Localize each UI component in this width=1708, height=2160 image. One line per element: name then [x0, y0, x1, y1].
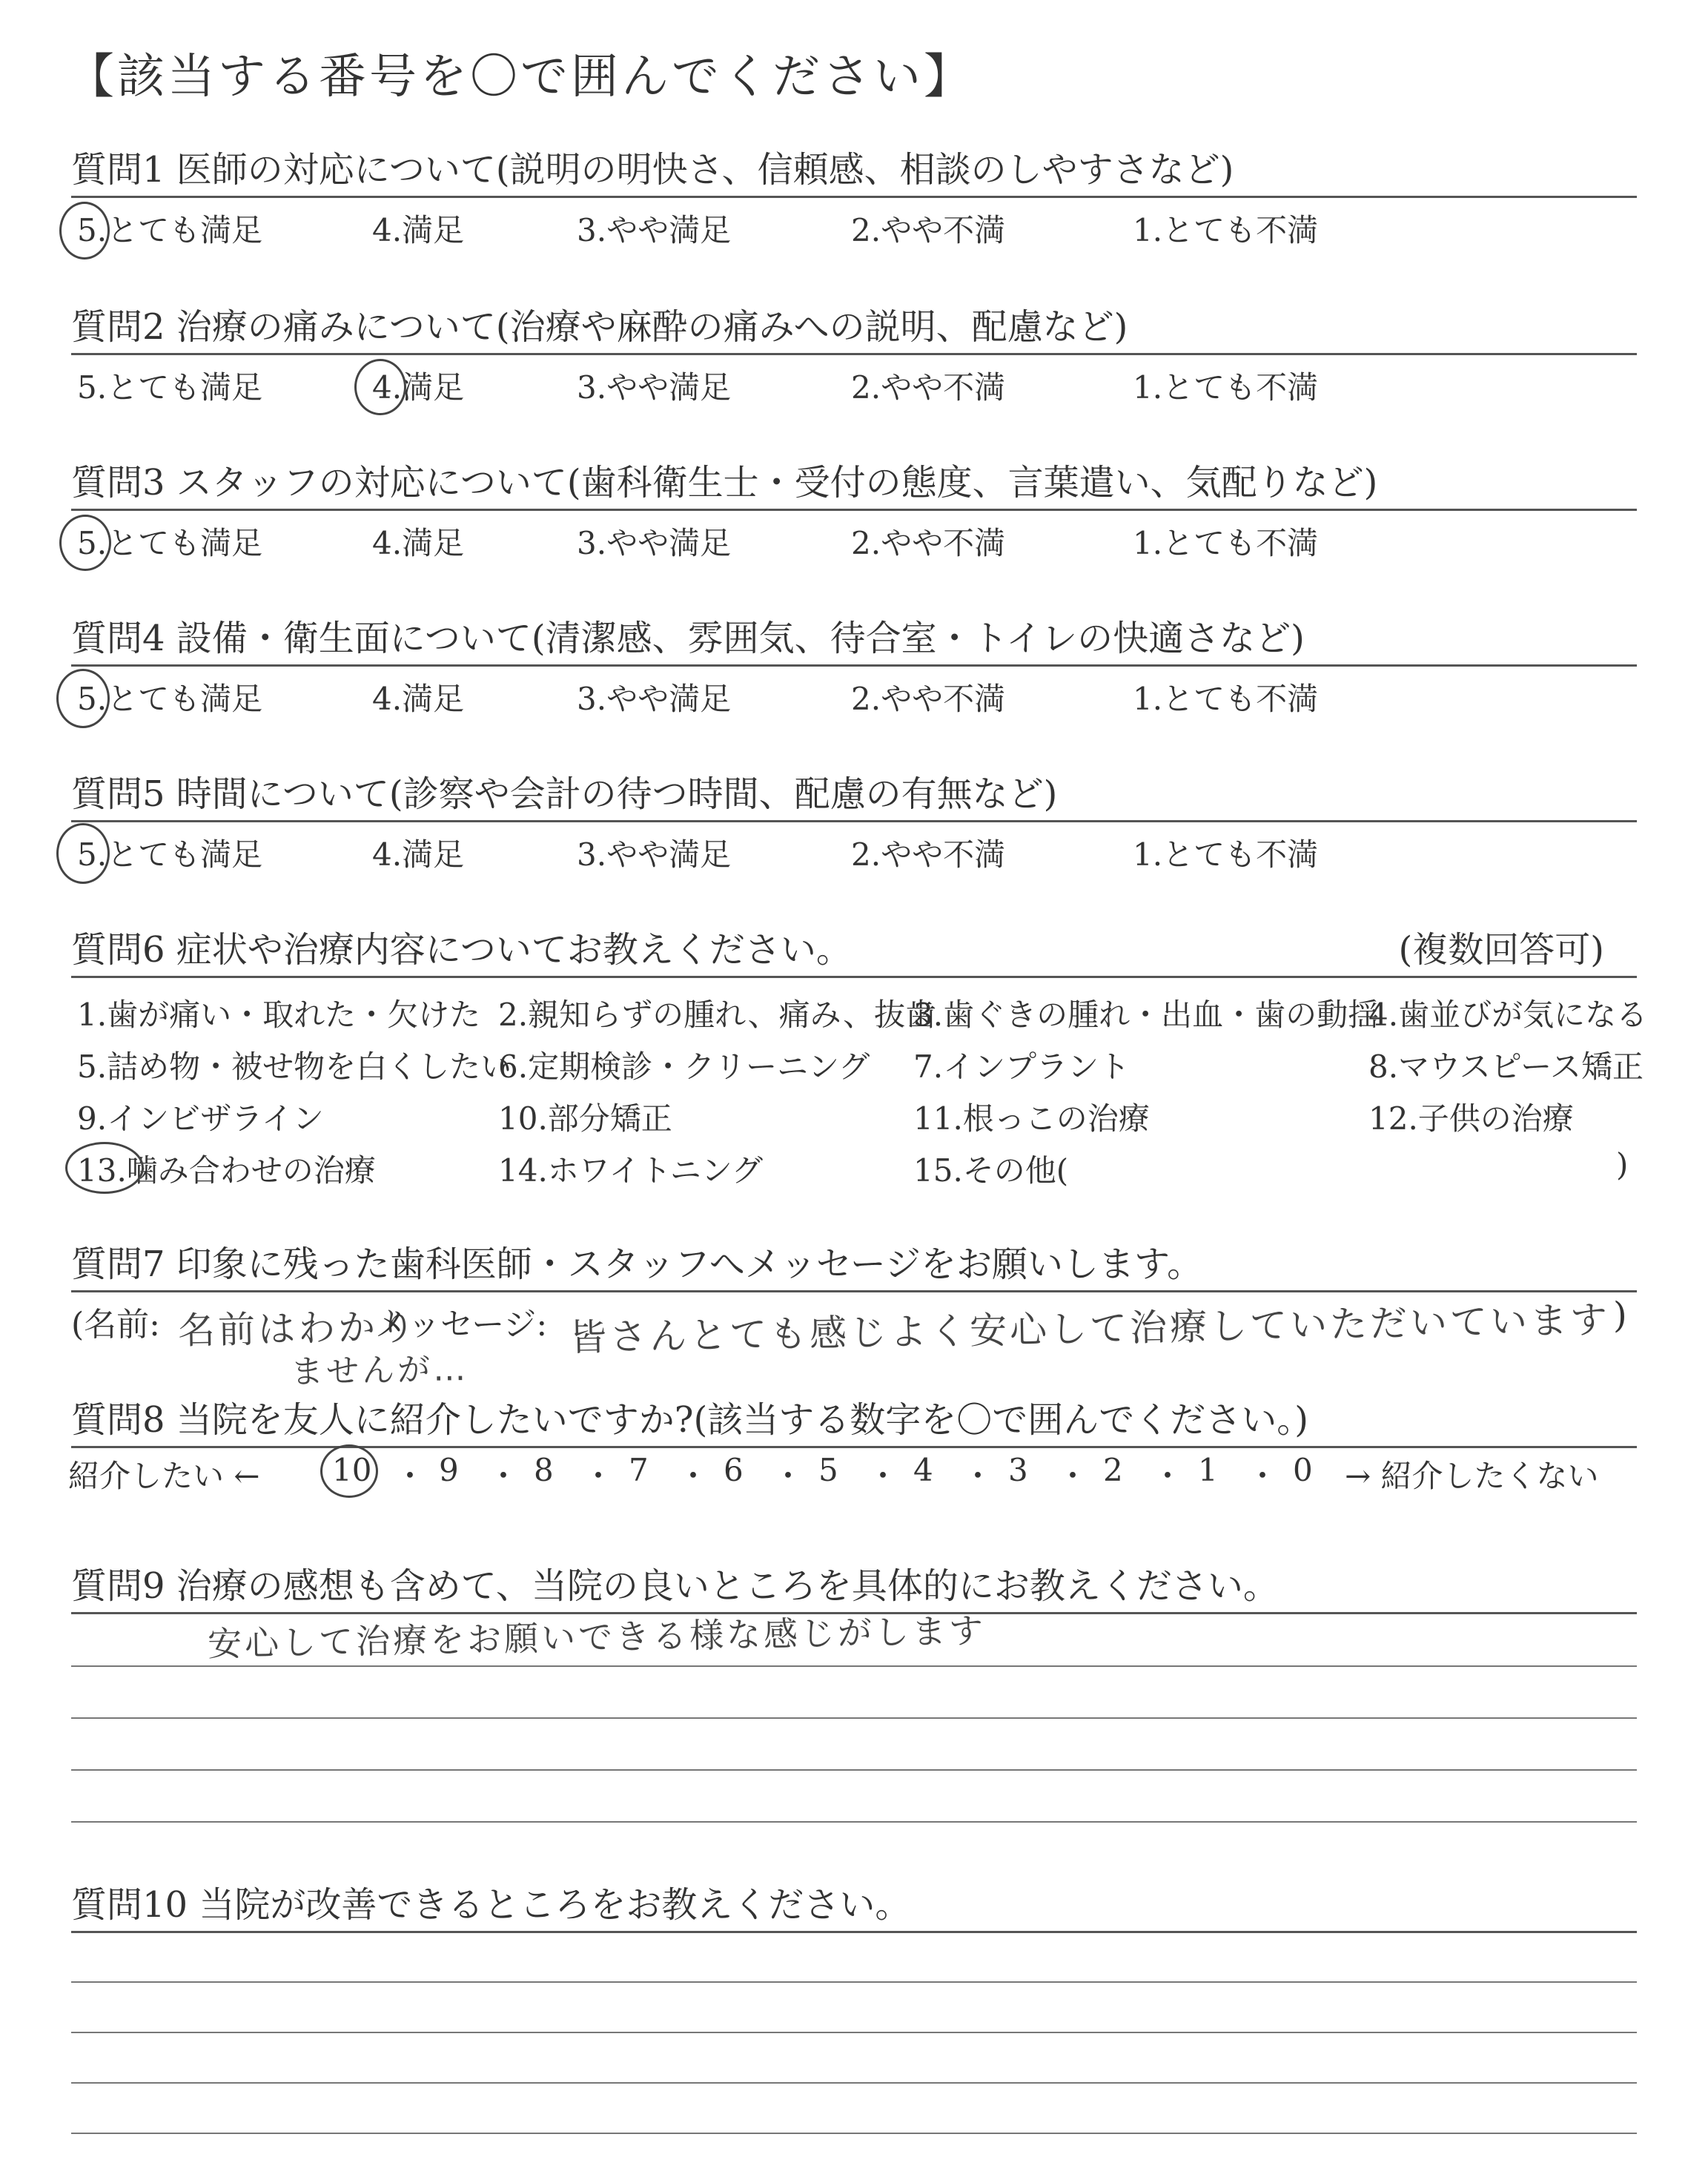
- q6-item-6[interactable]: 6.定期検診・クリーニング: [498, 1048, 870, 1085]
- question-9-title: 質問9 治療の感想も含めて、当院の良いところを具体的にお教えください。: [71, 1565, 1279, 1607]
- question-1-rule: [71, 196, 1637, 198]
- q1-option-1[interactable]: 1.とても不満: [1133, 212, 1319, 248]
- question-3-title: 質問3 スタッフの対応について(歯科衛生士・受付の態度、言葉遣い、気配りなど): [71, 462, 1378, 503]
- q8-number-5[interactable]: 5: [818, 1452, 838, 1488]
- q2-option-5[interactable]: 5.とても満足: [77, 369, 263, 406]
- q8-dot: ・: [678, 1458, 709, 1494]
- q5-option-3[interactable]: 3.やや満足: [577, 836, 732, 873]
- q6-item-14[interactable]: 14.ホワイトニング: [498, 1152, 764, 1189]
- q7-name-handwritten-line2[interactable]: ませんが…: [290, 1350, 469, 1392]
- q6-item-12[interactable]: 12.子供の治療: [1368, 1100, 1574, 1137]
- q8-number-10[interactable]: 10: [332, 1452, 372, 1488]
- q4-option-4[interactable]: 4.満足: [372, 681, 465, 717]
- q8-dot: ・: [772, 1458, 804, 1494]
- q8-dot: ・: [1247, 1458, 1279, 1494]
- question-1-title: 質問1 医師の対応について(説明の明快さ、信頼感、相談のしやすさなど): [71, 149, 1234, 191]
- question-2-title: 質問2 治療の痛みについて(治療や麻酔の痛みへの説明、配慮など): [71, 306, 1128, 348]
- question-5-rule: [71, 820, 1637, 822]
- q9-answer-line: [71, 1769, 1637, 1771]
- q6-item-9[interactable]: 9.インビザライン: [77, 1100, 324, 1137]
- q8-number-0[interactable]: 0: [1293, 1452, 1313, 1488]
- q6-item-10[interactable]: 10.部分矯正: [498, 1100, 672, 1137]
- q9-handwritten-answer[interactable]: 安心して治療をお願いできる様な感じがします: [207, 1610, 987, 1665]
- q6-item-11[interactable]: 11.根っこの治療: [913, 1100, 1150, 1137]
- q7-name-handwritten-line1[interactable]: 名前はわかり: [177, 1305, 419, 1353]
- q8-number-3[interactable]: 3: [1008, 1452, 1028, 1488]
- q1-option-5[interactable]: 5.とても満足: [77, 212, 263, 248]
- question-10-rule: [71, 1931, 1637, 1933]
- q3-option-2[interactable]: 2.やや不満: [851, 525, 1006, 561]
- form-header: 【該当する番号を〇で囲んでください】: [67, 50, 974, 105]
- q6-item-7[interactable]: 7.インプラント: [913, 1048, 1131, 1085]
- q8-dot: ・: [1152, 1458, 1184, 1494]
- question-8-title: 質問8 当院を友人に紹介したいですか?(該当する数字を〇で囲んでください。): [71, 1399, 1308, 1441]
- q10-answer-line: [71, 2082, 1637, 2084]
- q3-option-1[interactable]: 1.とても不満: [1133, 525, 1319, 561]
- q6-item-1[interactable]: 1.歯が痛い・取れた・欠けた: [77, 997, 481, 1033]
- q8-number-4[interactable]: 4: [913, 1452, 933, 1488]
- q2-option-3[interactable]: 3.やや満足: [577, 369, 732, 406]
- q4-option-5[interactable]: 5.とても満足: [77, 681, 263, 717]
- q4-option-3[interactable]: 3.やや満足: [577, 681, 732, 717]
- q10-answer-line: [71, 1981, 1637, 1983]
- q10-answer-line: [71, 2133, 1637, 2134]
- q2-option-1[interactable]: 1.とても不満: [1133, 369, 1319, 406]
- question-6-title: 質問6 症状や治療内容についてお教えください。: [71, 929, 852, 971]
- q8-number-2[interactable]: 2: [1103, 1452, 1123, 1488]
- question-8-rule: [71, 1446, 1637, 1448]
- q1-option-3[interactable]: 3.やや満足: [577, 212, 732, 248]
- q8-dot: ・: [583, 1458, 615, 1494]
- question-2-rule: [71, 353, 1637, 355]
- q8-dot: ・: [962, 1458, 994, 1494]
- question-6-note: (複数回答可): [1398, 929, 1604, 971]
- question-7-title: 質問7 印象に残った歯科医師・スタッフへメッセージをお願いします。: [71, 1244, 1203, 1285]
- question-10-title: 質問10 当院が改善できるところをお教えください。: [71, 1884, 911, 1926]
- q5-option-1[interactable]: 1.とても不満: [1133, 836, 1319, 873]
- q7-close-paren: ): [1613, 1295, 1627, 1336]
- q4-option-2[interactable]: 2.やや不満: [851, 681, 1006, 717]
- q10-answer-line: [71, 2032, 1637, 2033]
- q3-option-5[interactable]: 5.とても満足: [77, 525, 263, 561]
- q8-dot: ・: [867, 1458, 899, 1494]
- q1-option-4[interactable]: 4.満足: [372, 212, 465, 248]
- q8-number-8[interactable]: 8: [534, 1452, 554, 1488]
- q8-dot: ・: [394, 1458, 426, 1494]
- q3-option-4[interactable]: 4.満足: [372, 525, 465, 561]
- q2-option-4[interactable]: 4.満足: [372, 369, 465, 406]
- q5-option-4[interactable]: 4.満足: [372, 836, 465, 873]
- q8-right-label: → 紹介したくない: [1345, 1458, 1599, 1494]
- question-3-rule: [71, 509, 1637, 511]
- q6-item-15[interactable]: 15.その他(: [913, 1152, 1069, 1189]
- q7-message-label: メッセージ:: [375, 1306, 548, 1344]
- q6-item-5[interactable]: 5.詰め物・被せ物を白くしたい: [77, 1048, 512, 1085]
- question-6-rule: [71, 976, 1637, 978]
- q8-number-9[interactable]: 9: [439, 1452, 459, 1488]
- q8-number-1[interactable]: 1: [1198, 1452, 1218, 1488]
- q2-option-2[interactable]: 2.やや不満: [851, 369, 1006, 406]
- q6-item-8[interactable]: 8.マウスピース矯正: [1368, 1048, 1644, 1085]
- q8-dot: ・: [1057, 1458, 1089, 1494]
- question-5-title: 質問5 時間について(診察や会計の待つ時間、配慮の有無など): [71, 773, 1058, 815]
- q3-option-3[interactable]: 3.やや満足: [577, 525, 732, 561]
- question-7-rule: [71, 1290, 1637, 1292]
- q9-answer-line: [71, 1717, 1637, 1719]
- question-4-title: 質問4 設備・衛生面について(清潔感、雰囲気、待合室・トイレの快適さなど): [71, 618, 1305, 659]
- q8-dot: ・: [488, 1458, 520, 1494]
- q6-item-3[interactable]: 3.歯ぐきの腫れ・出血・歯の動揺: [913, 997, 1380, 1033]
- q8-number-6[interactable]: 6: [724, 1452, 744, 1488]
- q6-item-13[interactable]: 13.噛み合わせの治療: [77, 1152, 376, 1189]
- q9-answer-line: [71, 1665, 1637, 1667]
- q8-left-label: 紹介したい ←: [68, 1458, 260, 1494]
- q6-item-2[interactable]: 2.親知らずの腫れ、痛み、抜歯: [498, 997, 937, 1033]
- q9-answer-line: [71, 1821, 1637, 1823]
- q7-name-label: (名前:: [71, 1306, 160, 1344]
- q8-number-7[interactable]: 7: [629, 1452, 649, 1488]
- q5-option-2[interactable]: 2.やや不満: [851, 836, 1006, 873]
- q5-option-5[interactable]: 5.とても満足: [77, 836, 263, 873]
- q6-item-4[interactable]: 4.歯並びが気になる: [1368, 997, 1648, 1033]
- question-4-rule: [71, 664, 1637, 667]
- q7-message-handwritten[interactable]: 皆さんとても感じよく安心して治療していただいています: [569, 1298, 1611, 1360]
- q6-item-15-close-paren: ): [1616, 1146, 1629, 1183]
- q1-option-2[interactable]: 2.やや不満: [851, 212, 1006, 248]
- q4-option-1[interactable]: 1.とても不満: [1133, 681, 1319, 717]
